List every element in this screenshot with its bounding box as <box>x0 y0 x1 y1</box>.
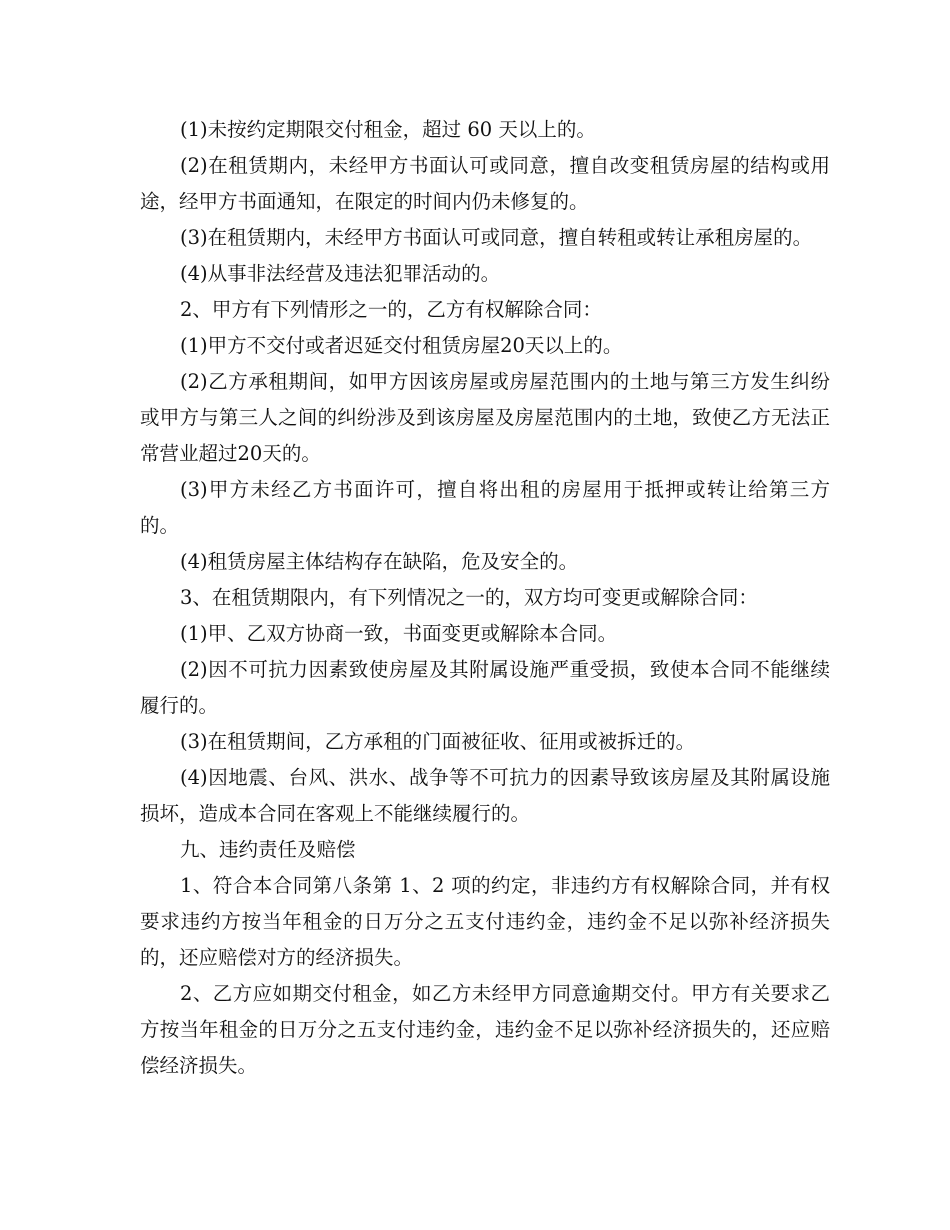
paragraph-6: (1)甲方不交付或者迟延交付租赁房屋20天以上的。 <box>180 334 623 357</box>
paragraph-14: (4)因地震、台风、洪水、战争等不可抗力的因素导致该房屋及其附属设施损坏，造成本合同在客观上不能继续履行的。 <box>140 766 830 825</box>
paragraph-17: 2、乙方应如期交付租金，如乙方未经甲方同意逾期交付。甲方有关要求乙方按当年租金的日万分之五支付违约金，违约金不足以弥补经济损失的，还应赔偿经济损失。 <box>140 982 830 1077</box>
paragraph-9: (4)租赁房屋主体结构存在缺陷，危及安全的。 <box>180 550 579 573</box>
paragraph-3: (3)在租赁期内，未经甲方书面认可或同意，擅自转租或转让承租房屋的。 <box>180 226 813 249</box>
paragraph-4: (4)从事非法经营及违法犯罪活动的。 <box>180 262 501 285</box>
paragraph-10: 3、在租赁期限内，有下列情况之一的，双方均可变更或解除合同： <box>180 586 758 609</box>
paragraph-1: (1)未按约定期限交付租金，超过 60 天以上的。 <box>180 118 596 141</box>
paragraph-16: 1、符合本合同第八条第 1、2 项的约定，非违约方有权解除合同，并有权要求违约方按当年租金的日万分之五支付违约金，违约金不足以弥补经济损失的，还应赔偿对方的经济损失。 <box>140 874 830 969</box>
document-body <box>140 112 830 1084</box>
section-heading: 九、违约责任及赔偿 <box>180 838 356 861</box>
paragraph-11: (1)甲、乙双方协商一致，书面变更或解除本合同。 <box>180 622 618 645</box>
paragraph-7: (2)乙方承租期间，如甲方因该房屋或房屋范围内的土地与第三方发生纠纷或甲方与第三人之间的纠纷涉及到该房屋及房屋范围内的土地，致使乙方无法正常营业超过20天的。 <box>140 370 830 465</box>
paragraph-2: (2)在租赁期内，未经甲方书面认可或同意，擅自改变租赁房屋的结构或用途，经甲方书面通知，在限定的时间内仍未修复的。 <box>140 154 830 213</box>
paragraph-5: 2、甲方有下列情形之一的，乙方有权解除合同： <box>180 298 602 321</box>
paragraph-13: (3)在租赁期间，乙方承租的门面被征收、征用或被拆迁的。 <box>180 730 696 753</box>
paragraph-8: (3)甲方未经乙方书面许可，擅自将出租的房屋用于抵押或转让给第三方的。 <box>140 478 830 537</box>
paragraph-12: (2)因不可抗力因素致使房屋及其附属设施严重受损，致使本合同不能继续履行的。 <box>140 658 830 717</box>
